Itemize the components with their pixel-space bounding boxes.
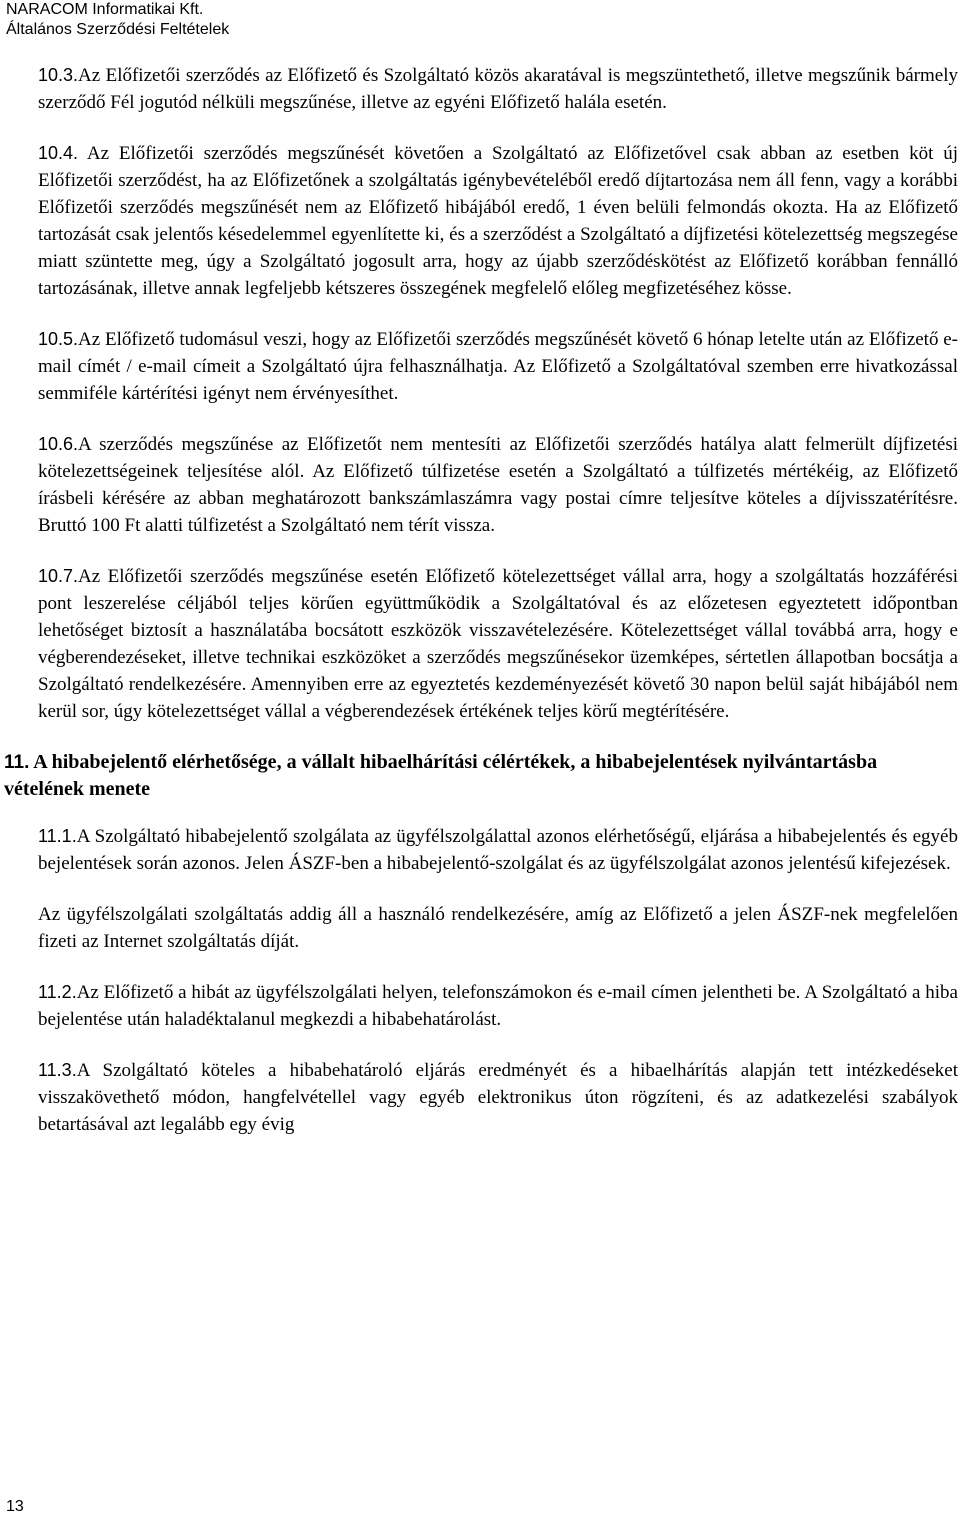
section-11-heading — [4, 749, 959, 803]
clause-number: 10.6. — [38, 434, 79, 454]
clause-text: Az Előfizető a hibát az ügyfélszolgálati helyen, telefonszámokon és e-mail címen jelentheti be. A Szolgáltató a hiba bejelentése után haladéktalanul megkezdi a hibabehatárolást. — [38, 982, 958, 1030]
clause-text: Az Előfizetői szerződés az Előfizető és Szolgáltató közös akaratával is megszüntethető, illetve megszűnik bármely szerződő Fél jogutód nélküli megszűnése, illetve az egyéni Előfizető halála esetén. — [38, 65, 958, 113]
clause-text: Az Előfizető tudomásul veszi, hogy az Előfizetői szerződés megszűnését követő 6 hónap letelte után az Előfizető e-mail címét / e-mail címeit a Szolgáltató újra felhasználhatja. Az Előfizető a Szolgáltatóval szemben erre hivatkozással semmiféle kártérítési igényt nem érvényesíthet. — [38, 329, 958, 404]
clause-text: Az ügyfélszolgálati szolgáltatás addig áll a használó rendelkezésére, amíg az Előfizető a jelen ÁSZF-nek megfelelően fizeti az Internet szolgáltatás díját. — [38, 904, 958, 952]
page-number: 13 — [6, 1498, 24, 1515]
clause-text: A szerződés megszűnése az Előfizetőt nem mentesíti az Előfizetői szerződés hatálya alatt felmerült díjfizetési kötelezettségeinek teljesítése alól. Az Előfizető túlfizetése esetén a Szolgáltató a túlfizetés mértékéig, az Előfizető írásbeli kérésére az abban meghatározott bankszámlaszámra vagy postai címre teljesítve köteles a díjvisszatérítésre. Bruttó 100 Ft alatti túlfizetést a Szolgáltató nem térít vissza. — [38, 434, 958, 536]
clause-number: 10.4. — [38, 143, 79, 163]
page-header — [6, 0, 229, 40]
section-number: 11. — [4, 752, 30, 773]
clause-number: 10.3. — [38, 65, 79, 85]
clause-10-3 — [38, 62, 958, 116]
clause-text: A Szolgáltató hibabejelentő szolgálata az ügyfélszolgálattal azonos elérhetőségű, eljárása a hibabejelentés és egyéb bejelentések során azonos. Jelen ÁSZF-ben a hibabejelentő-szolgálat és az ügyfélszolgálat azonos jelentésű kifejezések. — [38, 826, 958, 874]
clause-10-7 — [38, 563, 958, 725]
clause-11-1 — [38, 823, 958, 877]
clause-number: 11.2. — [38, 982, 77, 1002]
clause-text: Az Előfizetői szerződés megszűnését követően a Szolgáltató az Előfizetővel csak abban az esetben köt új Előfizetői szerződést, ha az Előfizetőnek a szolgáltatás igénybevételéből eredő díjtartozása nem áll fenn, vagy a korábbi Előfizetői szerződés megszűnését nem az Előfizető hibájából eredő, 1 éven belüli felmondás okozta. Ha az Előfizető tartozását csak jelentős késedelemmel egyenlítette ki, és a szerződést a Szolgáltató a díjfizetési kötelezettség megszegése miatt szüntette meg, úgy a Szolgáltató jogosult arra, hogy az újabb szerződéskötést az Előfizető korábban fennálló tartozásának, illetve annak legfeljebb kétszeres összegének megfelelő előleg megfizetéséhez kösse. — [38, 143, 959, 299]
clause-11-1-continuation — [38, 901, 958, 955]
clause-10-6 — [38, 431, 958, 539]
clause-11-3 — [38, 1057, 958, 1138]
company-name: NARACOM Informatikai Kft. — [6, 1, 204, 18]
clause-number: 10.7. — [38, 566, 79, 586]
clause-number: 11.3. — [38, 1060, 77, 1080]
document-title: Általános Szerződési Feltételek — [6, 21, 230, 38]
clause-11-2 — [38, 979, 958, 1033]
clause-text: A Szolgáltató köteles a hibabehatároló eljárás eredményét és a hibaelhárítás alapján tett intézkedéseket visszakövethető módon, hangfelvétellel vagy egyéb elektronikus úton rögzíteni, és az adatkezelési szabályok betartásával azt legalább egy évig — [38, 1060, 958, 1135]
clause-number: 11.1. — [38, 826, 77, 846]
clause-number: 10.5. — [38, 329, 79, 349]
clause-text: Az Előfizetői szerződés megszűnése esetén Előfizető kötelezettséget vállal arra, hogy a szolgáltatás hozzáférési pont leszerelése céljából teljes körűen együttműködik a Szolgáltatóval és az előzetesen egyeztetett időpontban lehetőséget biztosít a használatába bocsátott eszközök visszavételezésére. Kötelezettséget vállal továbbá arra, hogy e végberendezéseket, illetve technikai eszközöket a szerződés megszűnésekor üzemképes, sértetlen állapotban bocsátja a Szolgáltató rendelkezésére. Amennyiben erre az egyeztetés kezdeményezését követő 30 napon belül saját hibájából nem kerül sor, úgy kötelezettséget vállal a végberendezések értékének teljes körű megtérítésére. — [38, 566, 958, 722]
clause-10-4 — [38, 140, 958, 302]
section-title-text: A hibabejelentő elérhetősége, a vállalt hibaelhárítási célértékek, a hibabejelentések nyilvántartásba vételének menete — [4, 751, 878, 800]
document-body — [4, 62, 959, 1162]
clause-10-5 — [38, 326, 958, 407]
